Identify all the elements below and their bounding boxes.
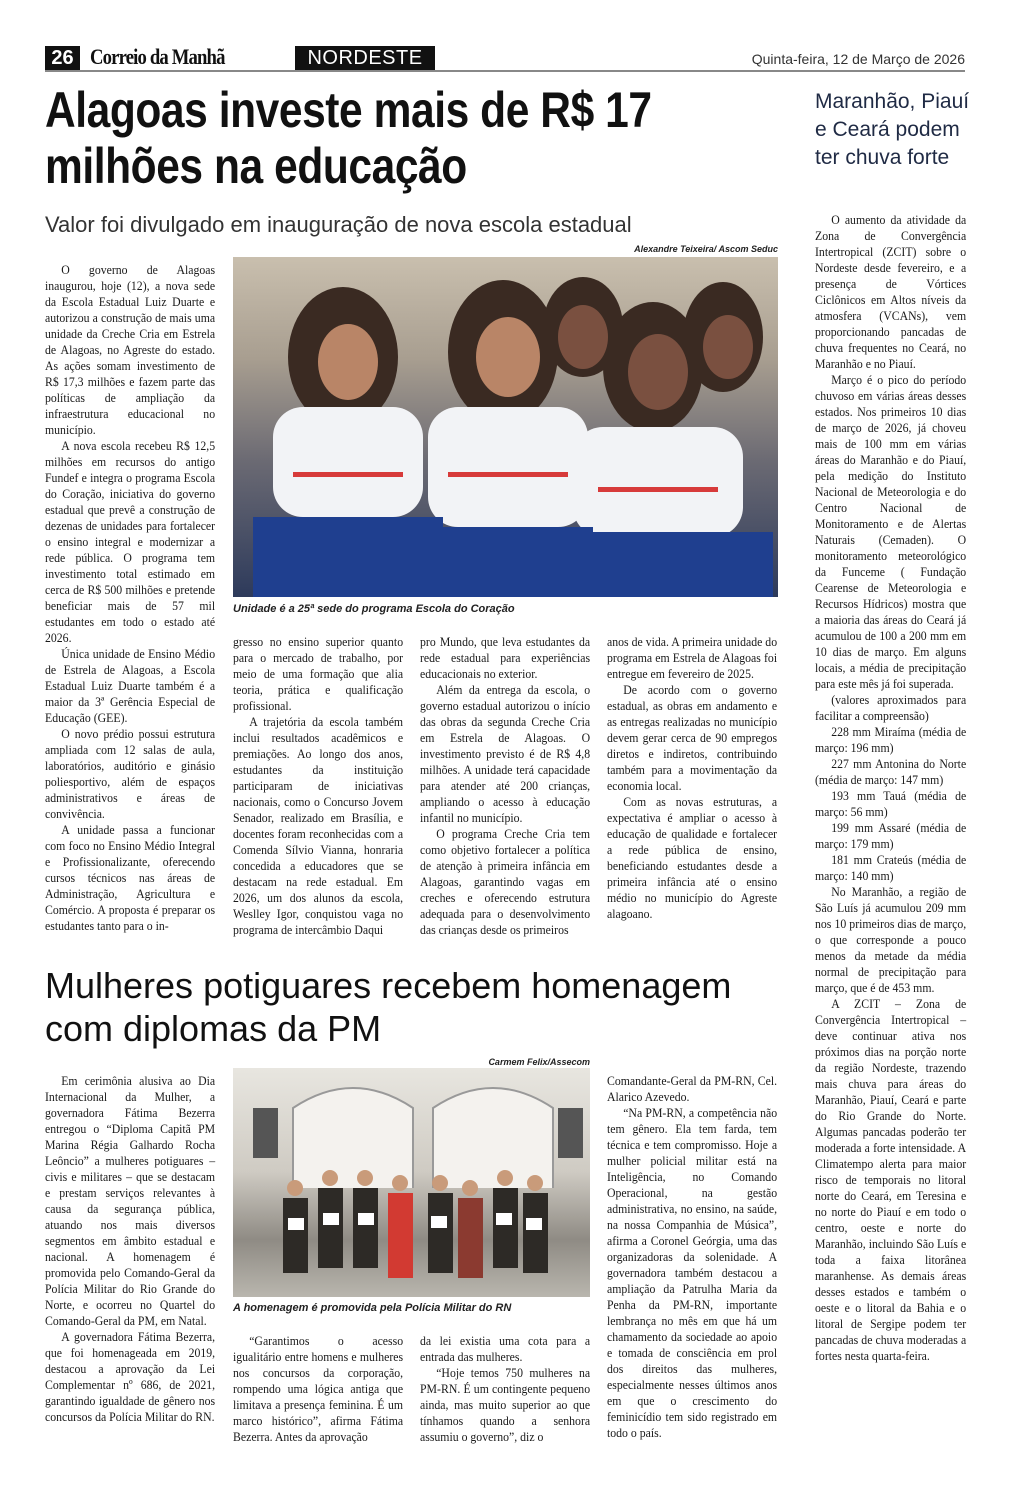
paragraph: A trajetória da escola também inclui resultados acadêmicos e premiações. Ao longo dos anos, estudantes da instituição participaram de iniciativas nacionais, como o Concurso Jovem Senador, realizado em Brasília, e docentes foram reconhecidas com a Comenda Sílvio Vianna, honraria concedida a educadores que se destacam na rede estadual. Em 2026, um dos alunos da escola, Weslley Igor, conquistou vaga no programa de intercâmbio Daqui [233,714,404,937]
paragraph: Além da entrega da escola, o governo estadual autorizou o início das obras da segunda Creche Cria em Estrela de Alagoas. O investimento previsto é de R$ 4,8 milhões. A unidade terá capacidade para atender até 200 crianças, ampliando o acesso à educação infantil no município. [420,682,591,825]
rainfall-item: 193 mm Tauá (média de março: 56 mm) [815,788,967,819]
paragraph: anos de vida. A primeira unidade do programa em Estrela de Alagoas foi entregue em fevereiro de 2025. [607,634,778,681]
article1-headline: Alagoas investe mais de R$ 17 milhões na educação [45,82,652,194]
article2-column-2 [233,1333,403,1445]
article2-column-1 [45,1073,215,1425]
article2-column-4 [607,1073,777,1441]
section-label: NORDESTE [295,46,435,70]
paragraph: A ZCIT – Zona de Convergência Intertropical – deve continuar ativa nos próximos dias na porção norte da região Nordeste, trazendo mais chuva para áreas do Maranhão, Piauí, Ceará e parte do Rio Grande do Norte. Algumas pancadas poderão ter moderada a forte intensidade. A Climatempo alerta para maior risco de temporais no litoral norte do Ceará, em Teresina e no norte do Piauí e em todo o centro, oeste e norte do Maranhão, incluindo São Luís e toda a faixa litorânea maranhense. As demais áreas desses estados e também o oeste e o litoral da Bahia e o litoral de Sergipe podem ter pancadas de chuva moderadas a fortes nesta quarta-feira. [815,996,967,1363]
header-divider [45,70,965,72]
article2-photo-credit: Carmem Felix/Assecom [488,1057,590,1067]
article1-subtitle: Valor foi divulgado em inauguração de nova escola estadual [45,212,632,237]
paragraph: De acordo com o governo estadual, as obras em andamento e as entregas realizadas no município devem gerar cerca de 90 empregos diretos e indiretos, contribuindo também para a movimentação da economia local. [607,682,778,793]
article2-headline: Mulheres potiguares recebem homenagem com diplomas da PM [45,965,732,1049]
paragraph: Única unidade de Ensino Médio de Estrela de Alagoas, a Escola Estadual Luiz Duarte também é a maior da 3ª Gerência Especial de Educação (GEE). [45,646,216,725]
article2-photo-caption: A homenagem é promovida pela Polícia Militar do RN [233,1302,512,1314]
paragraph: “Garantimos o acesso igualitário entre homens e mulheres nos concursos da corporação, rompendo uma lógica antiga que limitava a presença feminina. É um marco histórico”, afirma Fátima Bezerra. Antes da aprovação [233,1333,404,1444]
paragraph: Em cerimônia alusiva ao Dia Internacional da Mulher, a governadora Fátima Bezerra entregou o “Diploma Capitã PM Marina Régia Galhardo Rocha Leôncio” a mulheres potiguares – civis e militares – que se destacam e prestam serviços relevantes à causa da segurança pública, atuando nos mais diversos segmentos em âmbito estadual e nacional. A homenagem é promovida pelo Comando-Geral da Polícia Militar do Rio Grande do Norte, e ocorreu no Quartel do Comando-Geral da PM, em Natal. [45,1073,216,1328]
paragraph: da lei existia uma cota para a entrada das mulheres. [420,1333,591,1364]
paragraph: A governadora Fátima Bezerra, que foi homenageada em 2019, destacou a aprovação da Lei Complementar nº 686, de 2021, garantindo igualdade de gênero nos concursos da Polícia Militar do RN. [45,1329,216,1424]
paragraph: A nova escola recebeu R$ 12,5 milhões em recursos do antigo Fundef e integra o programa Escola do Coração, iniciativa do governo estadual que prevê a construção de dezenas de unidades para fortalecer o ensino integral e modernizar a rede pública. O programa tem investimento total estimado em cerca de R$ 500 milhões e pretende beneficiar mais de 57 mil estudantes em todo o estado até 2026. [45,438,216,645]
paragraph: pro Mundo, que leva estudantes da rede estadual para experiências educacionais no exterior. [420,634,591,681]
rainfall-item: 227 mm Antonina do Norte (média de março: 147 mm) [815,756,967,787]
newspaper-logo: Correio da Manhã [90,44,225,69]
article1-column-1 [45,262,215,934]
paragraph: O programa Creche Cria tem como objetivo fortalecer a política de atenção à primeira infância em Alagoas, garantindo vagas em creches e oferecendo estrutura adequada para o desenvolvimento das crianças desde os primeiros [420,826,591,937]
paragraph: A unidade passa a funcionar com foco no Ensino Médio Integral e Profissionalizante, oferecendo cursos técnicos nas áreas de Administração, Agricultura e Comércio. A proposta é preparar os estudantes tanto para o in- [45,822,216,933]
paragraph: O novo prédio possui estrutura ampliada com 12 salas de aula, laboratórios, auditório e ginásio poliesportivo, além de espaços administrativos e áreas de convivência. [45,726,216,821]
paragraph: Com as novas estruturas, a expectativa é ampliar o acesso à educação de qualidade e fortalecer a rede pública de ensino, beneficiando estudantes desde a primeira infância até o ensino médio no município do Agreste alagoano. [607,794,778,921]
article1-photo-caption: Unidade é a 25ª sede do programa Escola do Coração [233,603,515,615]
paragraph: O aumento da atividade da Zona de Convergência Intertropical (ZCIT) sobre o Nordeste desde fevereiro, e a presença de Vórtices Ciclônicos em Altos níveis da atmosfera (VCANs), vem proporcionando pancadas de chuva frequentes no Ceará, no Maranhão e no Piauí. [815,212,967,371]
rainfall-item: 199 mm Assaré (média de março: 179 mm) [815,820,967,851]
article2-photo [233,1068,590,1297]
rainfall-item: 181 mm Crateús (média de março: 140 mm) [815,852,967,883]
paragraph: O governo de Alagoas inaugurou, hoje (12), a nova sede da Escola Estadual Luiz Duarte e autorizou a construção de mais uma unidade da Creche Cria em Estrela de Alagoas, no Agreste do estado. As ações somam investimento de R$ 17,3 milhões e fazem parte das políticas de ampliação da infraestrutura educacional no município. [45,262,216,437]
paragraph: No Maranhão, a região de São Luís já acumulou 209 mm nos 10 primeiros dias de março, o que corresponde a pouco menos da metade da média normal de precipitação para março, que é de 453 mm. [815,884,967,995]
paragraph: Março é o pico do período chuvoso em várias áreas desses estados. Nos primeiros 10 dias de março de 2026, já choveu mais de 100 mm em várias áreas do Maranhão e do Piauí, pela medição do Instituto Nacional de Meteorologia e do Centro Nacional de Monitoramento e de Alertas Naturais (Cemaden). O monitoramento meteorológico da Funceme ( Fundação Cearense de Meteorologia e Recursos Hídricos) mostra que a maioria das áreas do Ceará já acumulou de 100 a 200 mm em 10 dias de março. Em alguns locais, a média de precipitação para este mês já foi superada. [815,372,967,691]
page-number: 26 [45,46,80,70]
article1-photo-credit: Alexandre Teixeira/ Ascom Seduc [634,244,778,254]
article1-column-4 [607,634,777,922]
paragraph: “Na PM-RN, a competência não tem gênero. Ela tem farda, tem técnica e tem compromisso. Hoje a mulher policial militar está na Inteligência, no Comando Operacional, na gestão administrativa, no ensino, na saúde, na nossa Companhia de Música”, afirma a Coronel Geórgia, uma das organizadoras da solenidade. A governadora também destacou a ampliação da Patrulha Maria da Penha da PM-RN, importante lembrança no mês em que há um chamamento da sociedade ao apoio e tomada de consciência em prol dos direitos das mulheres, especialmente nesses últimos anos em que o crescimento do feminicídio tem sido registrado em todo o país. [607,1105,778,1440]
article1-column-3 [420,634,590,938]
paragraph: (valores aproximados para facilitar a compreensão) [815,692,967,723]
article1-photo [233,257,778,597]
paragraph: gresso no ensino superior quanto para o mercado de trabalho, por meio de uma formação que alia teoria, prática e qualificação profissional. [233,634,404,713]
edition-date: Quinta-feira, 12 de Março de 2026 [751,51,965,67]
article1-column-2 [233,634,403,938]
sidebar-body [815,212,966,1364]
sidebar-headline: Maranhão, Piauí e Ceará podem ter chuva forte [815,90,970,169]
rainfall-item: 228 mm Miraíma (média de março: 196 mm) [815,724,967,755]
paragraph: “Hoje temos 750 mulheres na PM-RN. É um contingente pequeno ainda, mas muito superior ao que tínhamos quando a senhora assumiu o governo”, diz o [420,1365,591,1444]
paragraph: Comandante-Geral da PM-RN, Cel. Alarico Azevedo. [607,1073,778,1104]
article2-column-3 [420,1333,590,1445]
